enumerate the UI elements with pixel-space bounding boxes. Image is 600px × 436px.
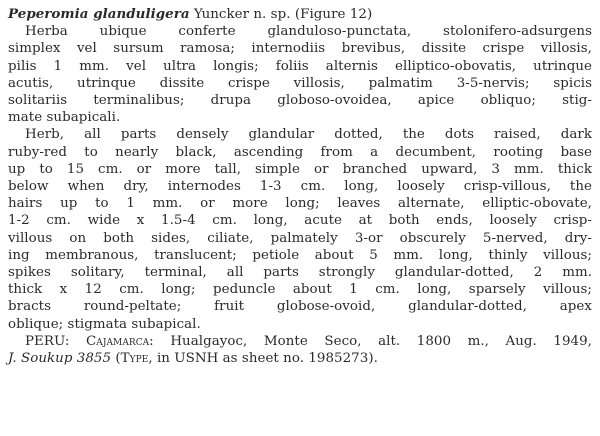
specimen-locality: Hualgayoc, Monte Seco, alt. 1800 m., Aug. 1949, bbox=[170, 333, 592, 349]
latin-line: mate subapicali. bbox=[8, 110, 121, 126]
type-details: , in USNH as sheet no. 1985273). bbox=[148, 351, 378, 367]
figure-reference: (Figure 12) bbox=[294, 7, 373, 22]
english-line: 1-2 cm. wide x 1.5-4 cm. long, acute at both ends, loosely crisp- bbox=[8, 213, 592, 229]
english-line: ruby-red to nearly black, ascending from a decumbent, rooting base bbox=[8, 144, 592, 160]
type-label: Type bbox=[120, 351, 149, 367]
english-description bbox=[8, 126, 592, 332]
english-line: hairs up to 1 mm. or more long; leaves alternate, elliptic-obovate, bbox=[8, 196, 592, 212]
english-line: villous on both sides, ciliate, palmately 3-or obscurely 5-nerved, dry- bbox=[8, 230, 592, 246]
english-line: bracts round-peltate; fruit globose-ovoid, glandular-dotted, apex bbox=[8, 299, 592, 315]
specimen-citation bbox=[8, 333, 592, 367]
latin-line: solitariis terminalibus; drupa globoso-ovoidea, apice obliquo; stig- bbox=[8, 93, 592, 109]
specimen-line-2 bbox=[8, 350, 592, 367]
latin-diagnosis bbox=[8, 23, 592, 126]
english-line: oblique; stigmata subapical. bbox=[8, 316, 201, 332]
specimen-line-1 bbox=[8, 333, 592, 350]
latin-line: acutis, utrinque dissite crispe villosis, palmatim 3-5-nervis; spicis bbox=[8, 75, 592, 91]
specimen-collector: J. Soukup 3855 bbox=[8, 351, 112, 367]
species-author: Yuncker n. sp. bbox=[193, 7, 291, 22]
latin-line: Herba ubique conferte glanduloso-punctata, stolonifero-adsurgens bbox=[25, 24, 592, 40]
specimen-department: Cajamarca: bbox=[86, 333, 154, 349]
specimen-country: PERU: bbox=[25, 333, 70, 349]
english-line: up to 15 cm. or more tall, simple or branched upward, 3 mm. thick bbox=[8, 161, 592, 177]
english-line: Herb, all parts densely glandular dotted, the dots raised, dark bbox=[25, 127, 592, 143]
species-heading bbox=[8, 6, 592, 23]
type-open: ( bbox=[115, 351, 121, 367]
latin-line: pilis 1 mm. vel ultra longis; foliis alternis elliptico-obovatis, utrinque bbox=[8, 58, 592, 74]
english-line: thick x 12 cm. long; peduncle about 1 cm. long, sparsely villous; bbox=[8, 282, 592, 298]
english-line: ing membranous, translucent; petiole about 5 mm. long, thinly villous; bbox=[8, 247, 592, 263]
english-line: spikes solitary, terminal, all parts strongly glandular-dotted, 2 mm. bbox=[8, 265, 592, 281]
latin-line: simplex vel sursum ramosa; internodiis brevibus, dissite crispe villosis, bbox=[8, 41, 592, 57]
english-line: below when dry, internodes 1-3 cm. long, loosely crisp-villous, the bbox=[8, 179, 592, 195]
species-name: Peperomia glanduligera bbox=[8, 6, 190, 22]
